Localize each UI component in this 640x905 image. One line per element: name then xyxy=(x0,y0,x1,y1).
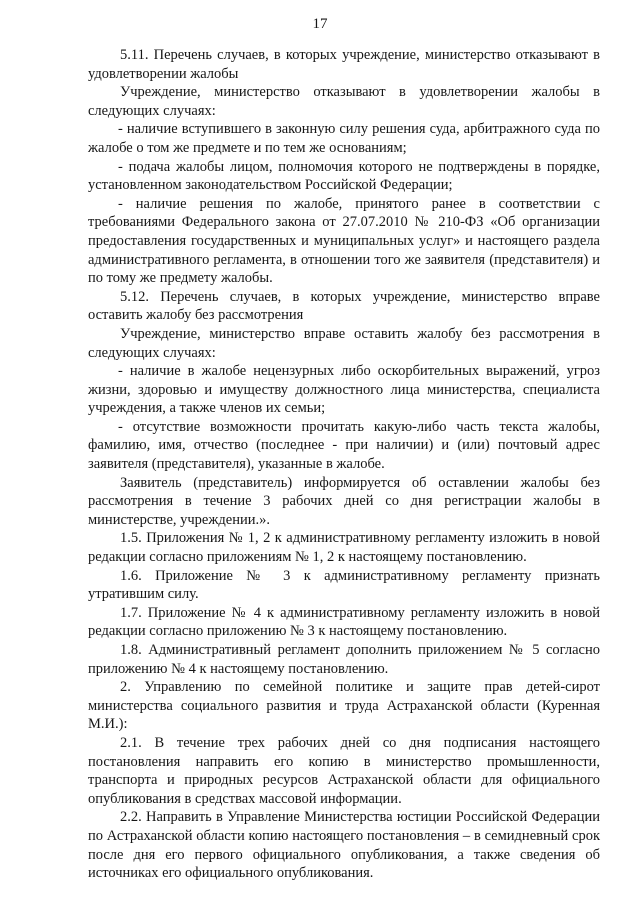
paragraph-2-2: 2.2. Направить в Управление Министерства юстиции Российской Федерации по Астраханской области копию настоящего постановления – в семидневный срок после дня его первого официального опубликования, а также сведения об источниках его официального опубликования. xyxy=(88,809,600,882)
paragraph-1-5: 1.5. Приложения № 1, 2 к административному регламенту изложить в новой редакции согласно приложениям № 1, 2 к настоящему постановлению. xyxy=(88,530,600,566)
document-body xyxy=(88,46,600,883)
paragraph-1-8: 1.8. Административный регламент дополнить приложением № 5 согласно приложению № 4 к настоящему постановлению. xyxy=(88,642,600,677)
list-item-unauthorized-person: - подача жалобы лицом, полномочия которого не подтверждены в порядке, установленном законодательством Российской Федерации; xyxy=(88,158,600,194)
paragraph-5-11-heading: 5.11. Перечень случаев, в которых учреждение, министерство отказывают в удовлетворении жалобы xyxy=(88,47,600,82)
paragraph-1-6: 1.6. Приложение № 3 к административному регламенту признать утратившим силу. xyxy=(88,567,600,603)
page-number: 17 xyxy=(312,16,328,32)
list-item-prior-decision: - наличие решения по жалобе, принятого ранее в соответствии с требованиями Федерального закона от 27.07.2010 № 210-ФЗ «Об организации предоставления государственных и муниципальных услуг» и настоящего раздела административного регламента, в отношении того же заявителя (представителя) и по тому же предмету жалобы. xyxy=(88,195,600,287)
list-item-unreadable-text: - отсутствие возможности прочитать какую-либо часть текста жалобы, фамилию, имя, отчество (последнее - при наличии) и (или) почтовый адрес заявителя (представителя), указанные в жалобе. xyxy=(88,418,600,473)
paragraph-5-12-heading: 5.12. Перечень случаев, в которых учреждение, министерство вправе оставить жалобу без рассмотрения xyxy=(88,288,600,324)
paragraph-2-1: 2.1. В течение трех рабочих дней со дня подписания настоящего постановления направить его копию в министерство промышленности, транспорта и природных ресурсов Астраханской области для официального опубликования в средствах массовой информации. xyxy=(88,734,600,807)
paragraph-applicant-notice: Заявитель (представитель) информируется об оставлении жалобы без рассмотрения в течение 3 рабочих дней со дня регистрации жалобы в министерстве, учреждении.». xyxy=(88,474,600,528)
paragraph-2: 2. Управлению по семейной политике и защите прав детей-сирот министерства социального развития и труда Астраханской области (Куренная М.И.): xyxy=(88,679,600,733)
paragraph-1-7: 1.7. Приложение № 4 к административному регламенту изложить в новой редакции согласно приложению № 3 к настоящему постановлению. xyxy=(88,604,600,640)
paragraph-no-review-cases: Учреждение, министерство вправе оставить жалобу без рассмотрения в следующих случаях: xyxy=(88,325,600,361)
list-item-offensive-language: - наличие в жалобе нецензурных либо оскорбительных выражений, угроз жизни, здоровью и имуществу должностного лица министерства, специалиста учреждения, а также членов их семьи; xyxy=(88,363,600,417)
paragraph-refusal-cases: Учреждение, министерство отказывают в удовлетворении жалобы в следующих случаях: xyxy=(88,84,600,119)
list-item-court-decision: - наличие вступившего в законную силу решения суда, арбитражного суда по жалобе о том же предмете и по тем же основаниям; xyxy=(88,121,600,156)
